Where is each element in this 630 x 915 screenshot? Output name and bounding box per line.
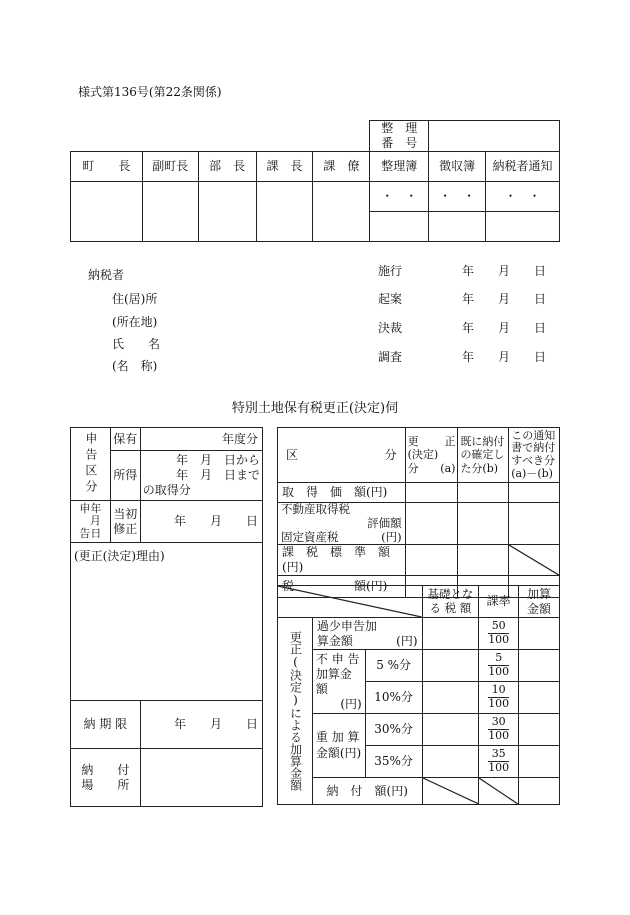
taxpayer-location-label: (所在地) [112,315,158,329]
kazei-b[interactable] [458,545,509,576]
row-shutoku-label: 取 得 価 額(円) [278,483,406,503]
date-chosa-label: 調査 [378,350,403,364]
p10-label: 10%分 [365,682,422,714]
date-kian-ymd[interactable]: 年 月 日 [462,292,547,306]
shinkoku-kubun-label: 申告区分 [71,428,111,501]
header-kacho: 課 長 [256,152,313,182]
dots-choshubo: ・ ・ [429,182,486,212]
shutoku-ab[interactable] [509,483,560,503]
header-diagonal [278,586,423,618]
date-kessai-ymd[interactable]: 年 月 日 [462,321,547,335]
hoyu-label: 保有 [110,428,140,451]
p10-kasan[interactable] [519,682,560,714]
seal-kacho[interactable] [256,182,313,242]
row-hyoka-label: 不動産取得税 評価額 固定資産税 (円) [278,503,406,545]
juukasan-label: 重 加 算 金額(円) [312,714,365,778]
shinkoku-date-label: 申年 月 告日 [71,501,111,543]
p5-kiso[interactable] [422,650,479,682]
right-table-top [277,427,560,598]
date-shiko-ymd[interactable]: 年 月 日 [462,264,547,278]
col-a-header: 更 正 (決定) 分 (a) [405,428,458,483]
p35-kasan[interactable] [519,746,560,778]
kazei-a[interactable] [405,545,458,576]
row-kazei-label: 課 税 標 準 額(円) [278,545,406,576]
noufugaku-label: 納 付 額(円) [312,778,422,805]
date-chosa-ymd[interactable]: 年 月 日 [462,350,547,364]
reason-field[interactable]: (更正(決定)理由) [71,543,263,701]
rate-10: $\frac{10}{100}$ [479,682,519,714]
kasho-label: 過少申告加 算金額 (円) [312,618,422,650]
taxpayer-name-label: 氏 名 [112,337,161,351]
seiri-number-field[interactable] [429,121,560,152]
taxpayer-address-label: 住(居)所 [112,292,158,306]
seal-chocho[interactable] [71,182,143,242]
seiri-label: 整 理 番 号 [370,121,429,152]
period-field[interactable]: 年 月 日から 年 月 日まで の取得分 [140,451,262,501]
shutoku-a[interactable] [405,483,458,503]
header-nozeisha-tsuchi: 納税者通知 [486,152,560,182]
header-chocho: 町 長 [71,152,143,182]
hyoka-ab[interactable] [509,503,560,545]
p30-kiso[interactable] [422,714,479,746]
date-shiko-label: 施行 [378,264,403,278]
choshubo-field[interactable] [429,212,486,242]
nouki-field[interactable]: 年 月 日 [140,701,262,749]
left-table [70,427,263,807]
taxpayer-title: 納税者 [88,268,125,282]
rate-5: $\frac{5}{100}$ [479,650,519,682]
date-kessai-label: 決裁 [378,321,403,335]
kasan-header: 加算 金額 [519,586,560,618]
right-table-bottom [277,585,560,805]
p5-label: 5 %分 [365,650,422,682]
shutoku-b[interactable] [458,483,509,503]
tsuchi-field[interactable] [486,212,560,242]
ritsu-header: 課率 [479,586,519,618]
col-ab-header: この通知 書で納付 すべき分 (a)－(b) [509,428,560,483]
taxpayer-name2-label: (名 称) [112,359,158,373]
noufugaku-ritsu-diagonal [479,778,519,805]
kasho-kiso[interactable] [422,618,479,650]
dots-seiribo: ・ ・ [370,182,429,212]
vertical-label: 更正(決定)による加算金額 [278,618,313,805]
noufu-basho-field[interactable] [140,749,262,807]
rate-30: $\frac{30}{100}$ [479,714,519,746]
header-karyo: 課 僚 [313,152,370,182]
noufugaku-kiso-diagonal [422,778,479,805]
seiribo-field[interactable] [370,212,429,242]
col-b-header: 既に納付 の確定し た分(b) [458,428,509,483]
p30-kasan[interactable] [519,714,560,746]
nouki-label: 納 期 限 [71,701,141,749]
nendobun-field[interactable]: 年度分 [140,428,262,451]
header-choshubo: 徴収簿 [429,152,486,182]
kazei-ab-diagonal [509,545,560,576]
kubun-header: 区 分 [278,428,406,483]
p5-kasan[interactable] [519,650,560,682]
hyoka-b[interactable] [458,503,509,545]
dots-tsuchi: ・ ・ [486,182,560,212]
rate-35: $\frac{35}{100}$ [479,746,519,778]
rate-50: $\frac{50}{100}$ [479,618,519,650]
seal-fukuchocho[interactable] [142,182,198,242]
form-number: 様式第136号(第22条関係) [78,85,222,99]
hyoka-a[interactable] [405,503,458,545]
date-kian-label: 起案 [378,292,403,306]
shinkoku-date-field[interactable]: 年 月 日 [140,501,262,543]
p35-kiso[interactable] [422,746,479,778]
header-fukuchocho: 副町長 [142,152,198,182]
noufu-basho-label: 納 付 場 所 [71,749,141,807]
page-title: 特別土地保有税更正(決定)伺 [231,401,399,416]
kasho-kasan[interactable] [519,618,560,650]
row-zei-label: 税 額(円) [278,576,406,598]
shotoku-label: 所得 [110,451,140,501]
header-seiribo: 整理簿 [370,152,429,182]
noufugaku-field[interactable] [519,778,560,805]
fushinkoku-label: 不 申 告 加算金額 (円) [312,650,365,714]
p10-kiso[interactable] [422,682,479,714]
seal-karyo[interactable] [313,182,370,242]
p35-label: 35%分 [365,746,422,778]
kiso-header: 基礎とな る 税 額 [422,586,479,618]
approval-table [70,120,560,242]
tosho-shusei-label: 当初 修正 [110,501,140,543]
seal-bucho[interactable] [198,182,256,242]
header-bucho: 部 長 [198,152,256,182]
p30-label: 30%分 [365,714,422,746]
